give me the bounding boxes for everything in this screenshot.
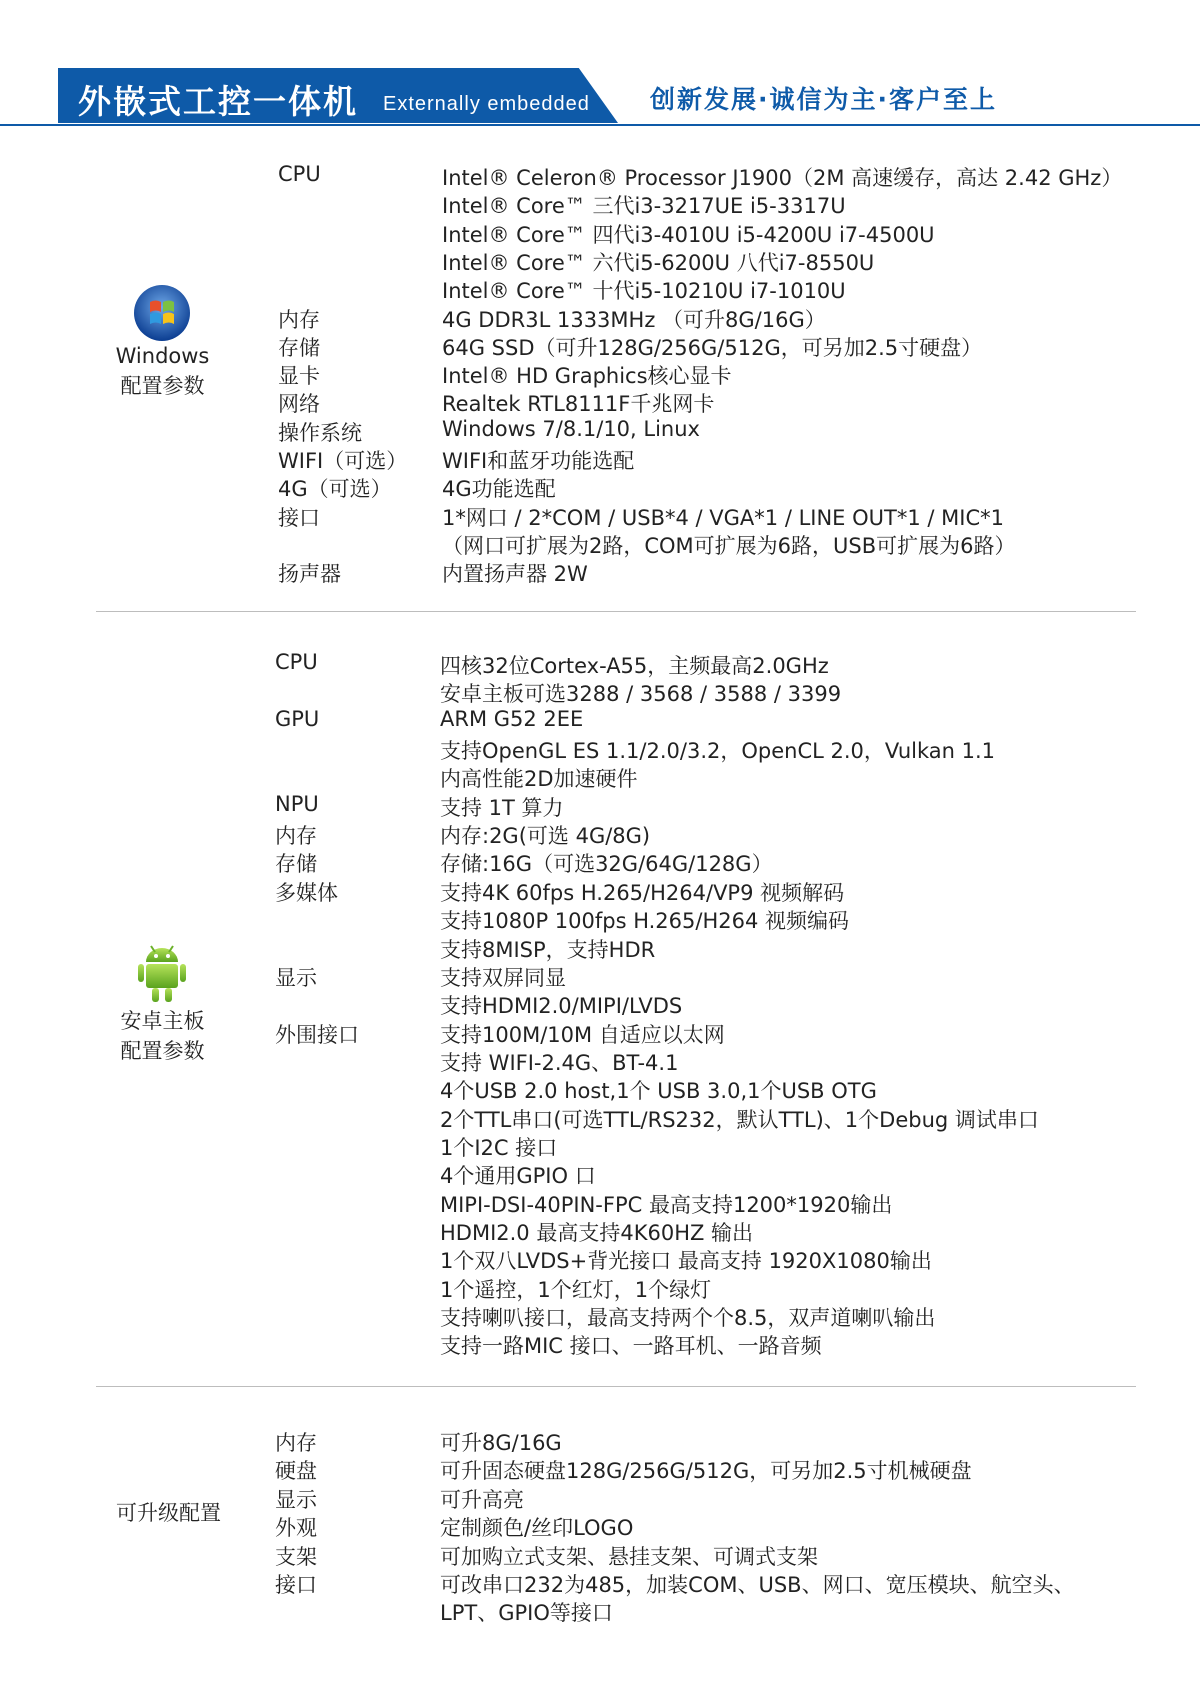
spec-value: Intel® Core™ 十代i5-10210U i7-1010U [442,279,846,304]
spec-value: 定制颜色/丝印LOGO [440,1516,634,1541]
windows-side-label-2: 配置参数 [120,374,205,398]
spec-value: 可加购立式支架、悬挂支架、可调式支架 [440,1544,818,1569]
spec-label: NPU [275,791,319,816]
spec-label: 支架 [275,1544,317,1569]
spec-value: 支持 1T 算力 [440,795,564,820]
spec-label: WIFI（可选） [278,449,408,473]
spec-label: 显示 [275,1487,317,1512]
spec-value: Realtek RTL8111F千兆网卡 [442,392,715,417]
header-subtitle: Externally embedded [383,93,590,115]
spec-value: 2个TTL串口(可选TTL/RS232，默认TTL)、1个Debug 调试串口 [440,1107,1039,1132]
android-side-label-2: 配置参数 [120,1039,205,1063]
spec-value: 存储:16G（可选32G/64G/128G） [440,852,773,877]
spec-label: 显示 [275,965,317,990]
spec-value: 可升8G/16G [440,1431,562,1455]
spec-value: WIFI和蓝牙功能选配 [442,449,635,473]
spec-label: CPU [275,650,318,674]
spec-label: 扬声器 [278,562,341,587]
header-rule [0,124,1200,126]
spec-label: 存储 [278,335,320,360]
android-side-label [100,1006,225,1066]
spec-label: 接口 [275,1573,317,1597]
spec-label: 外观 [275,1516,317,1541]
spec-label: 接口 [278,505,320,530]
spec-value: 4个通用GPIO 口 [440,1164,596,1189]
spec-value: 四核32位Cortex-A55，主频最高2.0GHz [440,654,829,678]
android-robot-icon [136,940,188,1004]
spec-label: 多媒体 [275,880,338,905]
spec-value: Intel® Celeron® Processor J1900（2M 高速缓存，高达 2.42 GHz） [442,166,1123,190]
spec-label: 存储 [275,852,317,877]
section-divider [96,1386,1136,1387]
spec-label: CPU [278,162,321,186]
spec-value: Windows 7/8.1/10, Linux [442,416,700,441]
spec-value: 支持8MISP，支持HDR [440,937,656,962]
spec-value: MIPI-DSI-40PIN-FPC 最高支持1200*1920输出 [440,1192,893,1217]
spec-label: 内存 [278,307,320,332]
spec-value: 4G DDR3L 1333MHz （可升8G/16G） [442,307,826,332]
spec-value: Intel® HD Graphics核心显卡 [442,364,732,389]
spec-value: （网口可扩展为2路，COM可扩展为6路，USB可扩展为6路） [442,533,1016,558]
header-title: 外嵌式工控一体机 [78,82,358,121]
spec-value: 4个USB 2.0 host,1个 USB 3.0,1个USB OTG [440,1079,877,1104]
windows-side-label [100,341,225,401]
upgrade-side-label: 可升级配置 [116,1501,221,1525]
spec-value: 1个I2C 接口 [440,1135,558,1160]
spec-value: 安卓主板可选3288 / 3568 / 3588 / 3399 [440,682,842,707]
spec-label: 操作系统 [278,420,362,445]
spec-value: 支持喇叭接口，最高支持两个个8.5，双声道喇叭输出 [440,1306,936,1331]
section-divider [96,611,1136,612]
spec-value: 1个双八LVDS+背光接口 最高支持 1920X1080输出 [440,1249,932,1274]
spec-value: LPT、GPIO等接口 [440,1601,613,1626]
spec-value: 可升固态硬盘128G/256G/512G，可另加2.5寸机械硬盘 [440,1459,972,1484]
spec-label: 内存 [275,824,317,849]
spec-label: GPU [275,706,320,731]
spec-value: HDMI2.0 最高支持4K60HZ 输出 [440,1221,754,1245]
spec-value: 支持双屏同显 [440,965,566,990]
spec-value: 1个遥控，1个红灯，1个绿灯 [440,1277,712,1302]
spec-value: 1*网口 / 2*COM / USB*4 / VGA*1 / LINE OUT*1 / MIC*1 [442,505,1004,530]
windows-side-label-1: Windows [115,344,210,368]
spec-value: Intel® Core™ 四代i3-4010U i5-4200U i7-4500U [442,222,935,247]
spec-value: ARM G52 2EE [440,706,584,731]
spec-value: 支持HDMI2.0/MIPI/LVDS [440,994,683,1019]
spec-label: 硬盘 [275,1459,317,1484]
spec-value: Intel® Core™ 六代i5-6200U 八代i7-8550U [442,250,875,275]
spec-label: 网络 [278,392,320,417]
spec-value: 可升高亮 [440,1487,524,1512]
spec-value: 4G功能选配 [442,477,556,502]
spec-value: 64G SSD（可升128G/256G/512G，可另加2.5寸硬盘） [442,335,983,360]
spec-value: 支持1080P 100fps H.265/H264 视频编码 [440,909,850,934]
header-slogan: 创新发展·诚信为主·客户至上 [650,85,997,114]
spec-value: 内高性能2D加速硬件 [440,767,638,792]
spec-value: 支持 WIFI-2.4G、BT-4.1 [440,1050,679,1075]
spec-value: Intel® Core™ 三代i3-3217UE i5-3317U [442,194,846,219]
spec-value: 可改串口232为485，加装COM、USB、网口、宽压模块、航空头、 [440,1573,1075,1597]
spec-value: 支持4K 60fps H.265/H264/VP9 视频解码 [440,880,845,905]
android-side-label-1: 安卓主板 [120,1009,205,1033]
spec-value: 内存:2G(可选 4G/8G) [440,824,651,849]
spec-label: 内存 [275,1431,317,1455]
spec-value: 支持OpenGL ES 1.1/2.0/3.2，OpenCL 2.0，Vulkan 1.1 [440,739,996,764]
spec-value: 支持一路MIC 接口、一路耳机、一路音频 [440,1334,822,1359]
spec-label: 外围接口 [275,1022,359,1047]
spec-value: 支持100M/10M 自适应以太网 [440,1022,725,1047]
spec-value: 内置扬声器 2W [442,562,588,587]
spec-label: 显卡 [278,364,320,389]
spec-label: 4G（可选） [278,477,392,502]
windows-logo-icon [133,284,191,342]
